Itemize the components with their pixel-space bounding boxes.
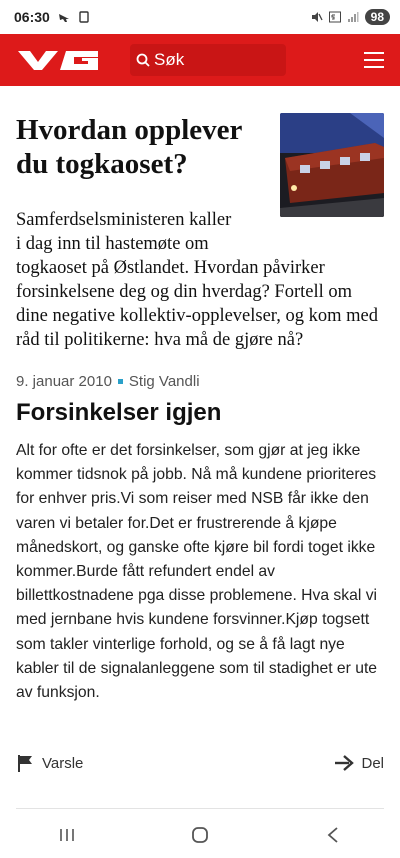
recent-apps-button[interactable] [47,815,87,855]
home-icon [191,826,209,844]
battery-indicator: 98 [365,9,390,25]
share-button[interactable] [333,753,384,773]
article-meta [0,373,400,390]
share-arrow-icon [333,753,355,773]
search-icon [136,53,150,67]
back-button[interactable] [313,815,353,855]
report-label: Varsle [42,754,84,772]
divider [16,808,384,809]
back-icon [326,826,340,844]
article-author: Stig Vandli [128,373,200,390]
airplane-notification-icon [58,11,70,23]
status-time: 06:30 [14,9,50,25]
report-button[interactable] [16,753,83,773]
intro-lead-line: Samferdselsministeren kaller [16,210,232,230]
meta-separator-dot [118,379,123,384]
mute-icon [311,11,323,23]
recent-apps-icon [58,827,76,843]
5g-icon [329,11,341,23]
search-box[interactable] [130,44,286,76]
system-nav-bar [0,812,400,858]
share-label: Del [361,754,384,772]
screenshot-notification-icon [78,11,90,23]
article-actions [16,753,384,773]
intro-lead [16,208,384,352]
train-thumbnail [280,113,384,217]
search-input[interactable] [154,50,274,70]
intro-title: Hvordan opplever du togkaoset? [16,114,242,180]
vg-logo[interactable] [16,48,100,72]
article-body: Alt for ofte er det forsinkelser, som gjør at jeg ikke kommer tidsnok på jobb. Nå må kundene prioriteres for enhver pris.Vi som reiser med NSB får ikke den varen vi betaler for.Det er frustrerende å kjøpe månedskort, og ganske ofte kjøre bil fordi toget ikke kommer.Burde fått refundert endel av billettkostnadene pga disse problemene. Hva skal vi med jernbane hvis kundene forsvinner.Kjøp togsett som takler vinterlige forhold, og se å få lagt nye kabler til de signalanleggene som til stadighet er ute av funksjon. [16,442,378,702]
hamburger-menu-icon[interactable] [364,52,384,68]
intro-lead-line: togkaoset på Østlandet. Hvordan påvirker forsinkelsene deg og din hverdag? Fortell om dine negative kollektiv-opplevelser, og kom med råd til politikerne: hva må de gjøre nå? [16,258,378,350]
intro-section [0,86,400,352]
home-button[interactable] [180,815,220,855]
article-title: Forsinkelser igjen [16,399,222,426]
site-header [0,34,400,86]
intro-lead-line: i dag inn til hastemøte om [16,234,209,254]
status-bar [0,0,400,34]
signal-icon [347,11,359,23]
flag-icon [16,753,36,773]
article-date: 9. januar 2010 [16,373,112,390]
